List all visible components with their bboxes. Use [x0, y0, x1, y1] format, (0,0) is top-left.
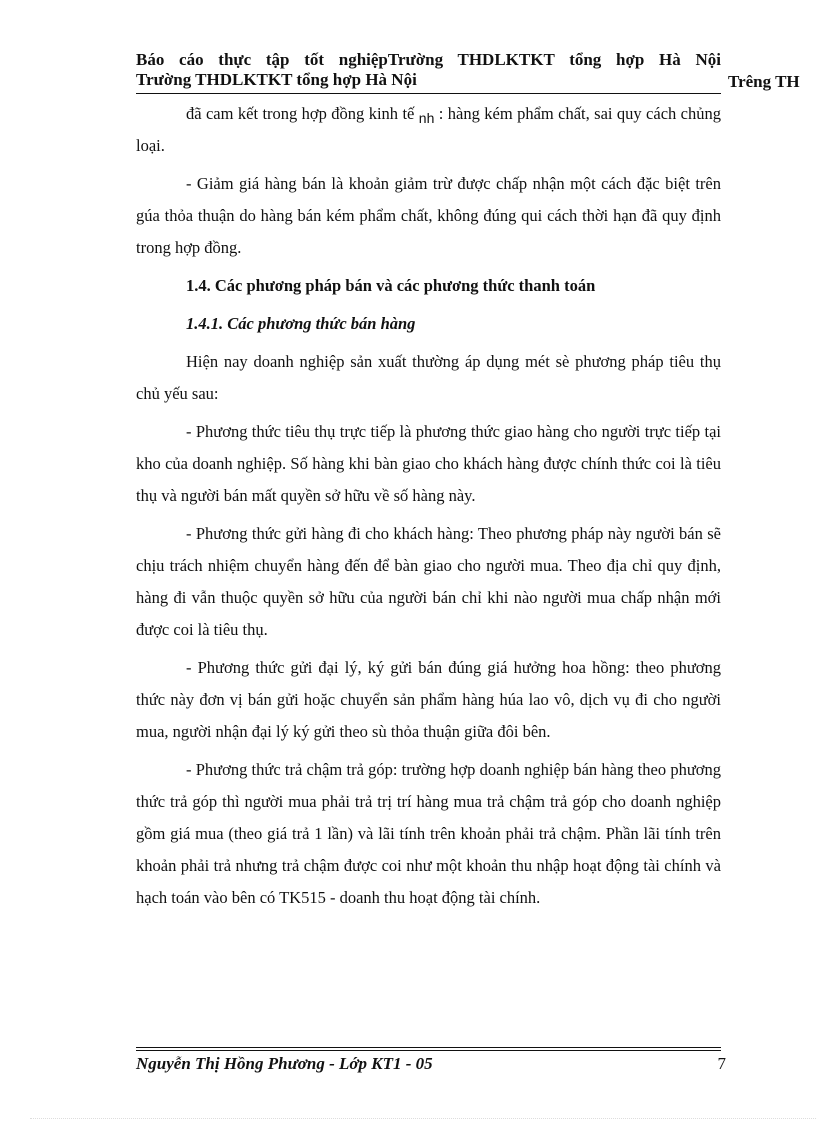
footer-rule-bottom	[136, 1050, 721, 1051]
paragraph-6: - Phương thức gửi đại lý, ký gửi bán đúng giá hưởng hoa hồng: theo phương thức này đơn vị bán gửi hoặc chuyển sản phẩm hàng húa lao vô, dịch vụ đi cho người mua, người nhận đại lý ký gửi theo sù thỏa thuận giữa đôi bên.	[136, 658, 721, 741]
header-line-1: Báo cáo thực tập tốt nghiệpTrường THDLKTKT tổng hợp Hà Nội	[136, 50, 721, 69]
subsection-heading: 1.4.1. Các phương thức bán hàng	[186, 314, 416, 333]
section-heading: 1.4. Các phương pháp bán và các phương thức thanh toán	[186, 276, 596, 295]
paragraph-1-after: : hàng kém phẩm chất, sai quy cách chủng loại.	[136, 104, 722, 155]
page-footer	[136, 1054, 726, 1078]
paragraph-3: Hiện nay doanh nghiệp sản xuất thường áp dụng mét sè phương pháp tiêu thụ chủ yếu sau:	[136, 352, 721, 403]
page-header	[136, 50, 816, 92]
paragraph-7: - Phương thức trả chậm trả góp: trường hợp doanh nghiệp bán hàng theo phương thức trả góp thì người mua phải trả trị trí hàng mua trả chậm trả góp cho doanh nghiệp gồm giá mua (theo giá trả 1 lần) và lãi tính trên khoản phải trả chậm. Phần lãi tính trên khoản phải trả nhưng trả chậm được coi như một khoản thu nhập hoạt động tài chính và hạch toán vào bên có TK515 - doanh thu hoạt động tài chính.	[136, 760, 721, 907]
page-number: 7	[717, 1054, 726, 1073]
page-body	[136, 98, 721, 914]
paragraph-1	[136, 98, 721, 162]
header-rule	[136, 93, 721, 94]
paragraph-4: - Phương thức tiêu thụ trực tiếp là phương thức giao hàng cho người trực tiếp tại kho của doanh nghiệp. Số hàng khi bàn giao cho khách hàng được chính thức coi là tiêu thụ và người bán mất quyền sở hữu về số hàng này.	[136, 422, 721, 505]
header-line-2-right: Trêng TH	[728, 72, 800, 91]
paragraph-1-before: đã cam kết trong hợp đồng kinh tế	[186, 104, 415, 123]
footer-rule-top	[136, 1047, 721, 1048]
header-line-2-left: Trường THDLKTKT tổng hợp Hà Nội	[136, 70, 417, 89]
paragraph-1-subscript: nh	[418, 110, 435, 126]
bottom-dotted-line	[30, 1118, 816, 1119]
header-line-2	[136, 70, 816, 92]
paragraph-5: - Phương thức gửi hàng đi cho khách hàng: Theo phương pháp này người bán sẽ chịu trách nhiệm chuyển hàng đến để bàn giao cho người mua. Theo địa chỉ quy định, hàng đi vẫn thuộc quyền sở hữu của người bán chỉ khi nào người mua chấp nhận mới được coi là tiêu thụ.	[136, 524, 721, 639]
paragraph-2: - Giảm giá hàng bán là khoản giảm trừ được chấp nhận một cách đặc biệt trên gúa thỏa thuận do hàng bán kém phẩm chất, không đúng qui cách thời hạn đã quy định trong hợp đồng.	[136, 174, 721, 257]
footer-author: Nguyễn Thị Hồng Phương - Lớp KT1 - 05	[136, 1054, 433, 1073]
